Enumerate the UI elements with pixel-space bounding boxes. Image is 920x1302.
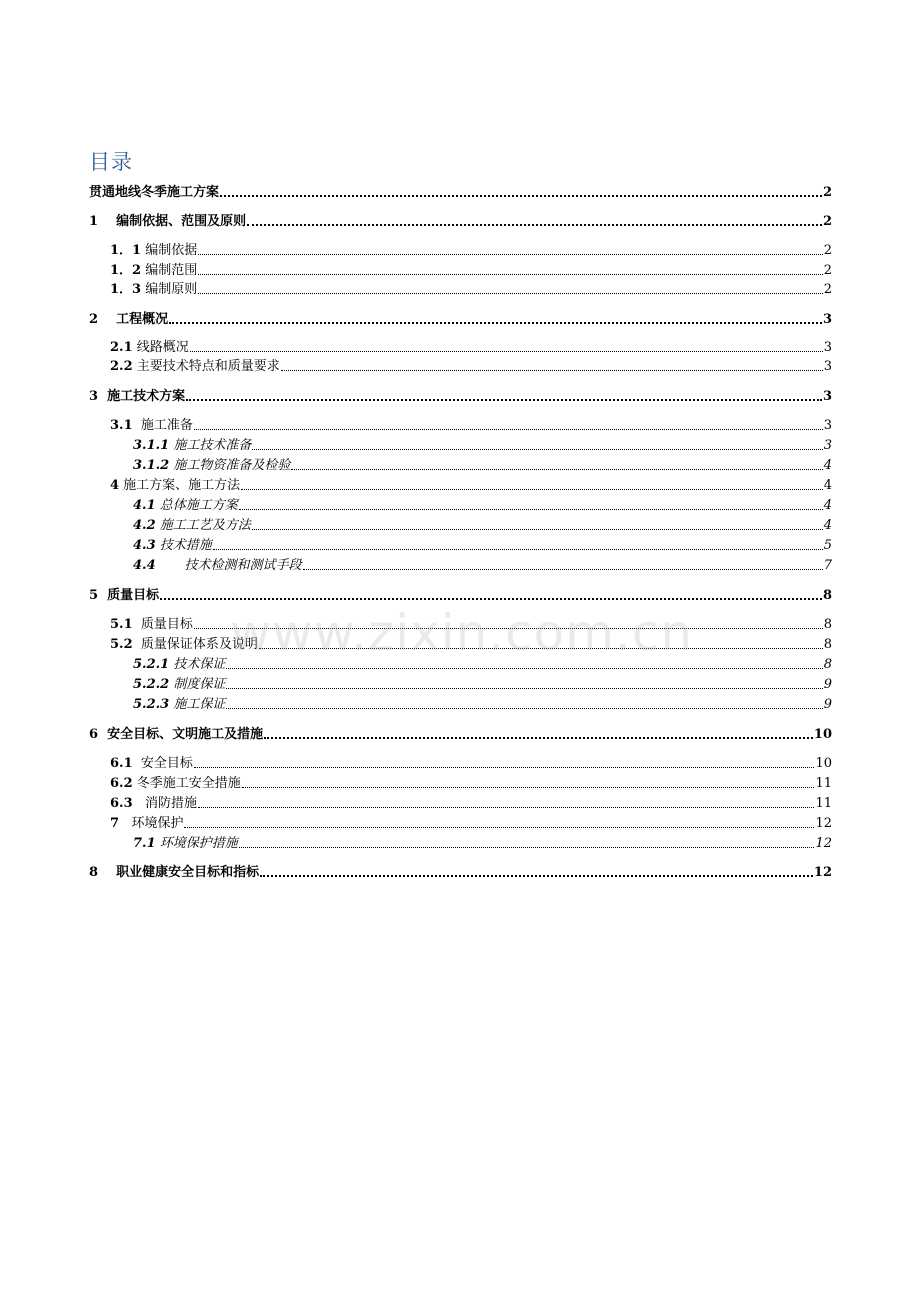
toc-entry-label — [89, 865, 259, 881]
toc-entry-label — [110, 282, 197, 298]
toc-entry-label — [133, 836, 238, 852]
toc-entry-number: 5.2.1 — [133, 657, 170, 672]
toc-entry-text: 质量目标 — [132, 617, 193, 632]
toc-entry-label — [89, 389, 185, 405]
toc-entry-text: 质量目标 — [98, 588, 160, 603]
toc-entry-label — [110, 776, 241, 792]
toc-entry-number: 1 — [89, 214, 99, 229]
toc-entry-number: 4.4 — [133, 558, 156, 573]
toc-page-number: 5 — [823, 538, 832, 553]
toc-entry-text: 施工技术准备 — [169, 438, 252, 453]
toc-entry-text: 环境保护 — [119, 816, 184, 831]
dot-leader — [213, 548, 823, 550]
toc-entry[interactable] — [110, 243, 832, 259]
toc-page-number: 4 — [823, 478, 832, 493]
toc-title: 目录 — [89, 150, 133, 174]
watermark: www.zixin.com.cn — [230, 604, 694, 662]
dot-leader — [239, 846, 815, 848]
toc-entry[interactable] — [110, 816, 832, 832]
toc-entry-number: 2 — [89, 312, 99, 327]
toc-page-number: 7 — [823, 558, 832, 573]
dot-leader — [198, 253, 822, 255]
toc-entry-label — [89, 312, 168, 328]
toc-entry[interactable] — [133, 677, 832, 693]
toc-entry-text: 消防措施 — [132, 796, 198, 811]
toc-entry[interactable] — [89, 588, 832, 604]
toc-entry-number: 2.2 — [110, 359, 133, 374]
toc-entry-number: 4.3 — [133, 538, 156, 553]
toc-entry[interactable] — [133, 498, 832, 514]
dot-leader — [169, 321, 822, 324]
toc-page-number: 2 — [822, 214, 832, 229]
toc-entry-number: 4.1 — [133, 498, 156, 513]
toc-entry-text: 冬季施工安全措施 — [132, 776, 241, 791]
toc-entry-number: 6.3 — [110, 796, 133, 811]
toc-entry-label — [110, 418, 193, 434]
toc-entry-label — [89, 214, 246, 230]
toc-entry-text: 工程概况 — [98, 312, 169, 327]
toc-entry-text: 制度保证 — [169, 677, 226, 692]
toc-entry-number: 7 — [110, 816, 120, 831]
toc-entry-label — [110, 359, 280, 375]
toc-page-number: 9 — [823, 697, 832, 712]
toc-page-number: 10 — [813, 727, 832, 742]
toc-entry[interactable] — [110, 776, 832, 792]
toc-entry-number: 3.1.2 — [133, 458, 170, 473]
toc-entry[interactable] — [110, 282, 832, 298]
toc-entry-number: 5.1 — [110, 617, 133, 632]
toc-page-number: 3 — [822, 389, 832, 404]
toc-page-number: 3 — [822, 312, 832, 327]
toc-entry-label — [110, 816, 183, 832]
toc-entry[interactable] — [89, 865, 832, 881]
dot-leader — [198, 806, 814, 808]
toc-page-number: 8 — [823, 657, 832, 672]
toc-entry-label — [133, 438, 251, 454]
toc-entry-text: 技术措施 — [155, 538, 212, 553]
toc-entry-text: 编制依据、范围及原则 — [98, 214, 247, 229]
dot-leader — [226, 667, 822, 669]
dot-leader — [190, 350, 823, 352]
dot-leader — [264, 736, 813, 739]
toc-page-number: 2 — [823, 263, 832, 278]
toc-entry-text: 编制依据 — [141, 243, 198, 258]
toc-entry-label — [89, 727, 263, 743]
toc-entry-label — [133, 538, 212, 554]
toc-entry-text: 施工工艺及方法 — [155, 518, 251, 533]
toc-entry-number: 5.2.3 — [133, 697, 170, 712]
toc-page-number: 2 — [823, 243, 832, 258]
toc-entry-text: 技术保证 — [169, 657, 226, 672]
toc-entry-text: 编制原则 — [141, 282, 198, 297]
dot-leader — [226, 687, 822, 689]
toc-entry-label — [110, 796, 197, 812]
toc-entry[interactable] — [89, 727, 832, 743]
dot-leader — [220, 194, 822, 197]
toc-entry[interactable] — [110, 418, 832, 434]
toc-entry-text: 贯通地线冬季施工方案 — [89, 185, 220, 200]
toc-entry-label — [110, 478, 240, 494]
toc-entry-number: 3 — [89, 389, 99, 404]
toc-entry[interactable] — [110, 478, 832, 494]
toc-entry-text: 环境保护措施 — [155, 836, 238, 851]
toc-entry[interactable] — [133, 458, 832, 474]
dot-leader — [226, 707, 822, 709]
dot-leader — [242, 786, 815, 788]
toc-entry-label — [133, 498, 238, 514]
toc-page-number: 10 — [815, 756, 832, 771]
toc-entry[interactable] — [110, 796, 832, 812]
dot-leader — [252, 448, 822, 450]
toc-entry-label — [89, 185, 219, 201]
toc-entry[interactable] — [89, 214, 832, 230]
toc-page-number: 8 — [822, 588, 832, 603]
toc-page-number: 12 — [813, 865, 832, 880]
toc-entry-text: 安全目标 — [132, 756, 193, 771]
toc-entry[interactable] — [89, 389, 832, 405]
toc-entry-label — [110, 340, 189, 356]
toc-entry-number: 1．3 — [110, 282, 142, 297]
toc-entry-label — [133, 657, 225, 673]
toc-page-number: 8 — [823, 637, 832, 652]
toc-entry[interactable] — [110, 359, 832, 375]
toc-entry-text: 施工技术方案 — [98, 389, 186, 404]
toc-entry-text: 安全目标、文明施工及措施 — [98, 727, 264, 742]
toc-entry[interactable] — [133, 836, 832, 852]
toc-entry-number: 5 — [89, 588, 99, 603]
dot-leader — [241, 488, 823, 490]
dot-leader — [252, 528, 823, 530]
toc-entry-number: 3.1 — [110, 418, 133, 433]
toc-entry-label — [133, 677, 225, 693]
toc-entry[interactable] — [133, 438, 832, 454]
toc-entry-number: 1．1 — [110, 243, 142, 258]
toc-entry[interactable] — [133, 558, 832, 574]
toc-entry-label — [110, 617, 193, 633]
dot-leader — [291, 468, 822, 470]
toc-entry[interactable] — [133, 538, 832, 554]
dot-leader — [198, 273, 822, 275]
dot-leader — [247, 223, 822, 226]
toc-entry-text: 质量保证体系及说明 — [132, 637, 258, 652]
toc-entry-text: 施工物资准备及检验 — [169, 458, 291, 473]
toc-page-number: 4 — [823, 458, 832, 473]
dot-leader — [194, 766, 815, 768]
toc-page-number: 3 — [823, 418, 832, 433]
toc-page-number: 2 — [822, 185, 832, 200]
toc-entry-number: 4.2 — [133, 518, 156, 533]
toc-page-number: 11 — [815, 776, 832, 791]
toc-entry[interactable] — [110, 263, 832, 279]
toc-entry-number: 8 — [89, 865, 99, 880]
toc-entry[interactable] — [89, 312, 832, 328]
toc-entry[interactable] — [133, 518, 832, 534]
toc-page-number: 3 — [823, 340, 832, 355]
toc-entry[interactable] — [89, 185, 832, 201]
toc-entry[interactable] — [110, 340, 832, 356]
toc-page-number: 12 — [815, 836, 832, 851]
toc-entry[interactable] — [133, 697, 832, 713]
toc-entry-number: 1．2 — [110, 263, 142, 278]
toc-entry-text: 编制范围 — [141, 263, 198, 278]
dot-leader — [260, 874, 813, 877]
toc-entry-text: 职业健康安全目标和指标 — [98, 865, 260, 880]
toc-entry-label — [133, 697, 225, 713]
toc-entry-text: 施工方案、施工方法 — [119, 478, 241, 493]
toc-entry-number: 3.1.1 — [133, 438, 170, 453]
toc-entry-number: 5.2.2 — [133, 677, 170, 692]
toc-page-number: 3 — [823, 438, 832, 453]
toc-page-number: 11 — [815, 796, 832, 811]
toc-entry-text: 总体施工方案 — [155, 498, 238, 513]
dot-leader — [281, 369, 823, 371]
toc-entry-text: 施工保证 — [169, 697, 226, 712]
toc-page-number: 4 — [823, 518, 832, 533]
toc-entry-text: 线路概况 — [132, 340, 189, 355]
toc-entry-label — [133, 458, 290, 474]
dot-leader — [184, 826, 814, 828]
toc-page-number: 8 — [823, 617, 832, 632]
toc-entry-label — [110, 756, 193, 772]
toc-page-number: 3 — [823, 359, 832, 374]
dot-leader — [303, 568, 823, 570]
toc-entry-number: 7.1 — [133, 836, 156, 851]
toc-entry-text: 技术检测和测试手段 — [155, 558, 302, 573]
toc-entry-label — [110, 263, 197, 279]
toc-page-number: 2 — [823, 282, 832, 297]
dot-leader — [186, 398, 822, 401]
toc-entry[interactable] — [110, 756, 832, 772]
toc-entry-text: 主要技术特点和质量要求 — [132, 359, 280, 374]
toc-page-number: 4 — [823, 498, 832, 513]
toc-entry-label — [133, 518, 251, 534]
toc-entry-number: 6.2 — [110, 776, 133, 791]
toc-entry-label — [89, 588, 159, 604]
toc-entry-label — [133, 558, 302, 574]
toc-entry-number: 2.1 — [110, 340, 133, 355]
toc-page-number: 9 — [823, 677, 832, 692]
toc-entry-text: 施工准备 — [132, 418, 193, 433]
dot-leader — [160, 597, 822, 600]
toc-entry-number: 6 — [89, 727, 99, 742]
dot-leader — [194, 428, 823, 430]
toc-entry-number: 5.2 — [110, 637, 133, 652]
toc-page-number: 12 — [815, 816, 832, 831]
toc-entry-label — [110, 243, 197, 259]
toc-entry-number: 6.1 — [110, 756, 133, 771]
dot-leader — [239, 508, 823, 510]
dot-leader — [198, 292, 822, 294]
toc-entry-number: 4 — [110, 478, 120, 493]
